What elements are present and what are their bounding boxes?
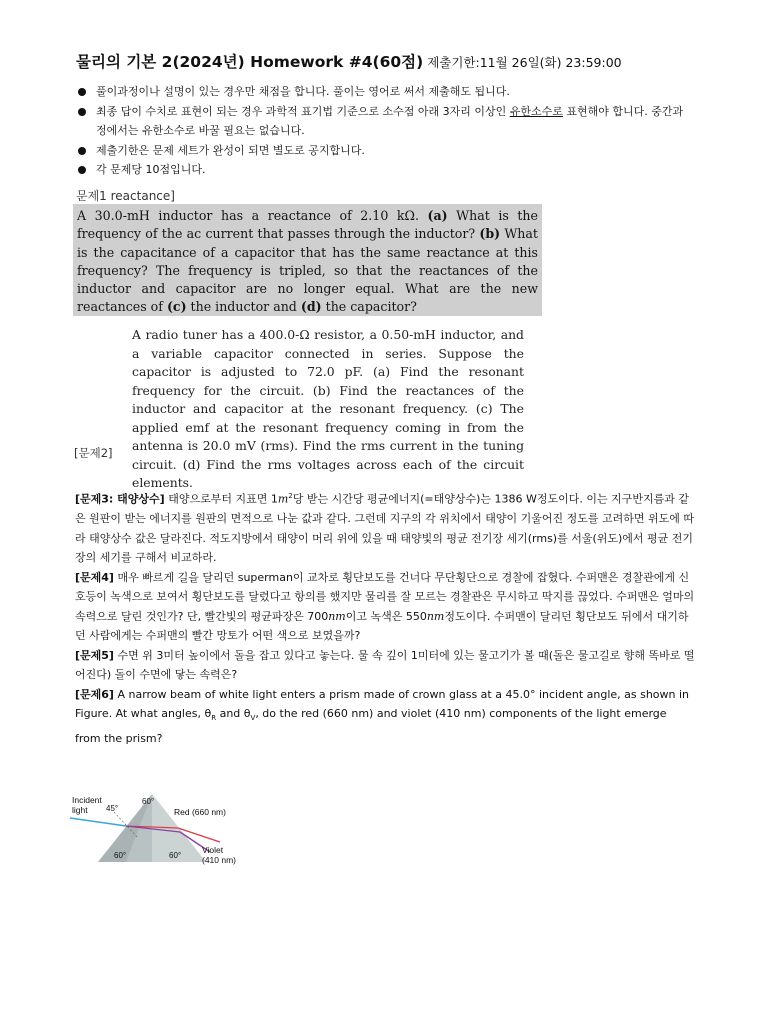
incident-label: Incident — [72, 795, 102, 805]
instruction-item: 풀이과정이나 설명이 있는 경우만 채점을 합니다. 풀이는 영어로 써서 제출해도 됩니다. — [76, 82, 691, 102]
bullet-icon — [78, 108, 86, 116]
problem4-label: [문제4] — [75, 570, 114, 584]
incident-beam — [70, 818, 126, 826]
instruction-item: 각 문제당 10점입니다. — [76, 160, 691, 180]
instruction-item: 최종 답이 수치로 표현이 되는 경우 과학적 표기법 기준으로 소수점 아래 3자리 이상인 유한소수로 표현해야 합니다. 중간과정에서는 유한소수로 바꿀 필요는 없습니다. — [76, 102, 691, 141]
title-text: 물리의 기본 2(2024년) Homework #4(60점) — [76, 53, 424, 71]
page-title — [76, 50, 622, 72]
problem3: [문제3: 태양상수] 태양으로부터 지표면 $1m^2$당 받는 시간당 평균에너지(=태양상수)는 1386 W정도이다. 이는 지구반지름과 같은 원판이 받는 에너지를 원판의 면적으로 나눈 값과 같다. 그런데 지구의 각 위치에서 태양이 기울어진 정도를 고려하면 위도에 따라 태양상수 값은 달라진다. 적도지방에서 태양이 머리 위에 있을 때 태양빛의 평균 전기장 세기(rms)를 서울(위도)에서 평균 전기장의 세기를 구해서 비교하라. — [75, 492, 694, 565]
problem1-label: 문제1 reactance] — [76, 189, 175, 203]
problem4: [문제4] 매우 빠르게 길을 달리던 superman이 교차로 횡단보도를 건너다 무단횡단으로 경찰에 잡혔다. 수퍼맨은 경찰관에게 신호등이 녹색으로 보여서 횡단보도를 달렸다고 항의를 했지만 물리를 잘 모르는 경찰관은 무시하고 딱지를 끊었다. 수퍼맨은 얼마의 속력으로 달린 것인가? 단, 빨간빛의 평균파장은 700nm이고 녹색은 550nm정도이다. 수퍼맨이 달리던 횡단보도 뒤에서 대기하던 사람에게는 수퍼맨의 빨간 망토가 어떤 색으로 보였을까? — [75, 570, 695, 643]
violet-nm-label: (410 nm) — [202, 855, 237, 865]
base-left-angle: 60° — [114, 851, 127, 860]
due-date: 제출기한:11월 26일(화) 23:59:00 — [427, 55, 622, 70]
instruction-item: 제출기한은 문제 세트가 완성이 되면 별도로 공지합니다. — [76, 141, 691, 161]
base-right-angle: 60° — [169, 851, 182, 860]
light-label: light — [72, 805, 88, 815]
problem6: [문제6] A narrow beam of white light enters a prism made of crown glass at a 45.0° incident angle, as shown in Figure. At what angles, $\theta_R$ and $\theta_V$, do the red (660 nm) and violet (410 nm) components of the light emerge from the prism? — [75, 687, 690, 745]
problem1-text: A 30.0-mH inductor has a reactance of 2.10 kΩ. (a) What is the frequency of the ac current that passes through the inductor? (b) What is the capacitance of a capacitor that has the same reactance at this frequency? The frequency is tripled, so that the reactances of the inductor and capacitor are no longer equal. What are the new reactances of (c) the inductor and (d) the capacitor? — [73, 204, 542, 316]
problem2-text: A radio tuner has a 400.0-Ω resistor, a 0.50-mH inductor, and a variable capacitor connected in series. Suppose the capacitor is adjusted to 72.0 pF. (a) Find the resonant frequency for the circuit. (b) Find the reactances of the inductor and capacitor at the resonant frequency. (c) The applied emf at the resonant frequency coming in from the antenna is 20.0 mV (rms). Find the rms current in the tuning circuit. (d) Find the rms voltages across each of the circuit elements. — [132, 327, 524, 490]
problem2-label: [문제2] — [74, 446, 113, 460]
problem3-label: [문제3: 태양상수] — [75, 492, 165, 506]
bullet-icon — [78, 147, 86, 155]
incident-angle-label: 45° — [106, 804, 119, 813]
bullet-icon — [78, 88, 86, 96]
problem-list — [75, 487, 695, 748]
problem5-label: [문제5] — [75, 648, 114, 662]
prism-figure — [70, 782, 242, 868]
problem5: [문제5] 수면 위 3미터 높이에서 돌을 잡고 있다고 놓는다. 물 속 깊이 1미터에 있는 물고기가 볼 때(돌은 물고길로 향해 똑바로 떨어진다) 돌이 수면에 닿는 속력은? — [75, 648, 695, 682]
red-label: Red (660 nm) — [174, 807, 226, 817]
apex-angle-label: 60° — [142, 797, 155, 806]
problem6-label: [문제6] — [75, 687, 114, 701]
underlined-term: 유한소수로 — [509, 104, 563, 118]
bullet-icon — [78, 166, 86, 174]
instruction-list — [76, 82, 691, 180]
violet-label: Violet — [202, 845, 224, 855]
